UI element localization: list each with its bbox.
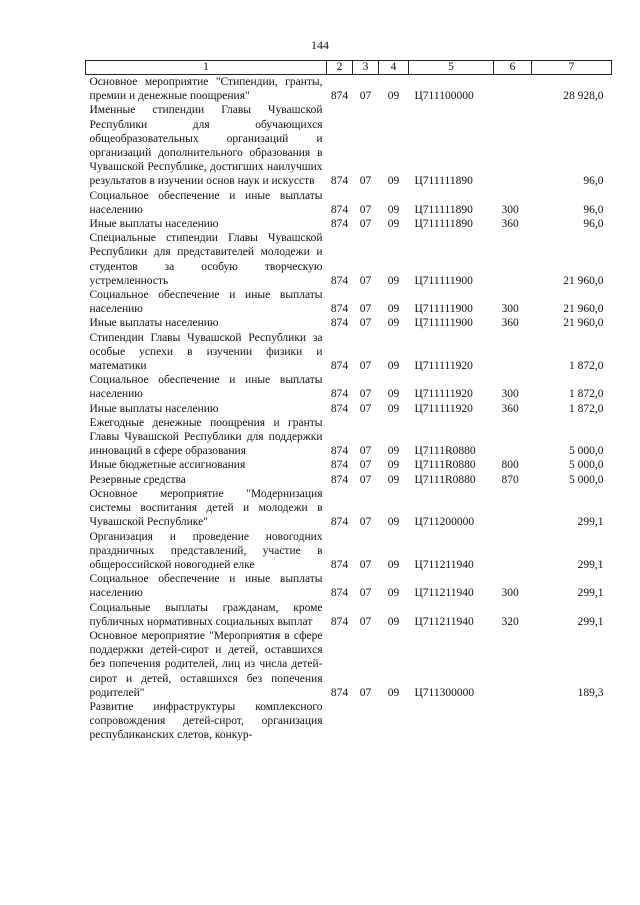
row-expense-type bbox=[494, 487, 532, 530]
row-amount: 299,1 bbox=[577, 516, 604, 529]
header-col-6: 6 bbox=[494, 61, 532, 75]
row-target-article: Ц711111900 bbox=[414, 274, 473, 287]
row-subsection bbox=[379, 700, 409, 743]
table-row bbox=[86, 217, 612, 231]
row-grbs: 874 bbox=[330, 175, 349, 188]
row-subsection: 09 bbox=[387, 402, 400, 415]
row-target-article: Ц711111900 bbox=[414, 317, 473, 330]
row-grbs: 874 bbox=[330, 587, 349, 600]
row-name: Иные выплаты населению bbox=[89, 218, 219, 231]
row-expense-type: 870 bbox=[501, 473, 519, 486]
row-grbs: 874 bbox=[330, 473, 349, 486]
row-name: Иные бюджетные ассигнования bbox=[89, 459, 246, 472]
row-expense-type: 320 bbox=[501, 615, 519, 628]
row-section: 07 bbox=[359, 90, 372, 103]
row-subsection: 09 bbox=[387, 459, 400, 472]
row-expense-type: 800 bbox=[501, 459, 519, 472]
row-expense-type bbox=[494, 416, 532, 459]
table-row bbox=[86, 487, 612, 530]
table-row bbox=[86, 189, 612, 217]
row-section: 07 bbox=[359, 303, 372, 316]
row-amount: 299,1 bbox=[577, 615, 604, 628]
row-subsection: 09 bbox=[387, 317, 400, 330]
row-target-article: Ц711111890 bbox=[414, 203, 473, 216]
row-target-article: Ц711100000 bbox=[414, 90, 474, 103]
row-expense-type: 300 bbox=[501, 303, 519, 316]
header-col-4: 4 bbox=[379, 61, 409, 75]
row-amount: 96,0 bbox=[583, 218, 604, 231]
row-name: Основное мероприятие "Модернизация системы воспитания детей и молодежи в Чувашской Республике" bbox=[89, 487, 323, 529]
header-col-7: 7 bbox=[532, 61, 612, 75]
row-target-article: Ц711111920 bbox=[414, 360, 473, 373]
header-row bbox=[86, 61, 612, 75]
row-subsection: 09 bbox=[387, 303, 400, 316]
table-row bbox=[86, 316, 612, 330]
row-section: 07 bbox=[359, 360, 372, 373]
page-number: 144 bbox=[311, 38, 329, 52]
row-grbs: 874 bbox=[330, 218, 349, 231]
row-section: 07 bbox=[359, 558, 372, 571]
row-subsection: 09 bbox=[387, 445, 400, 458]
row-subsection: 09 bbox=[387, 175, 400, 188]
row-section: 07 bbox=[359, 587, 372, 600]
row-subsection: 09 bbox=[387, 473, 400, 486]
row-target-article bbox=[409, 700, 494, 743]
row-grbs: 874 bbox=[330, 459, 349, 472]
table-row bbox=[86, 402, 612, 416]
row-target-article: Ц711211940 bbox=[414, 615, 474, 628]
row-target-article: Ц711111890 bbox=[414, 218, 473, 231]
row-subsection: 09 bbox=[387, 274, 400, 287]
row-subsection: 09 bbox=[387, 218, 400, 231]
table-row bbox=[86, 416, 612, 459]
row-name: Иные выплаты населению bbox=[89, 317, 219, 330]
table-row bbox=[86, 103, 612, 188]
table-row bbox=[86, 231, 612, 288]
row-grbs bbox=[327, 700, 353, 743]
header-col-5: 5 bbox=[409, 61, 494, 75]
row-amount: 1 872,0 bbox=[569, 360, 604, 373]
row-expense-type bbox=[494, 103, 532, 188]
table-row bbox=[86, 458, 612, 472]
row-grbs: 874 bbox=[330, 558, 349, 571]
row-name: Именные стипендии Главы Чувашской Республики для обучающихся общеобразовательных организаций и организаций дополнительного образования в Чувашской Республике, достигших наилучших результатов в изучении основ наук и искусств bbox=[89, 104, 323, 188]
row-expense-type bbox=[494, 75, 532, 104]
row-amount bbox=[532, 700, 612, 743]
row-name: Социальное обеспечение и иные выплаты населению bbox=[89, 573, 323, 600]
row-subsection: 09 bbox=[387, 615, 400, 628]
row-amount: 5 000,0 bbox=[569, 445, 604, 458]
row-expense-type bbox=[494, 231, 532, 288]
header-col-2: 2 bbox=[327, 61, 353, 75]
row-expense-type bbox=[494, 700, 532, 743]
row-amount: 96,0 bbox=[583, 175, 604, 188]
table-row bbox=[86, 373, 612, 401]
table-row bbox=[86, 288, 612, 316]
row-grbs: 874 bbox=[330, 686, 349, 699]
row-subsection: 09 bbox=[387, 360, 400, 373]
row-section bbox=[353, 700, 379, 743]
table-row bbox=[86, 629, 612, 700]
row-name: Социальное обеспечение и иные выплаты населению bbox=[89, 189, 323, 216]
row-expense-type: 300 bbox=[501, 203, 519, 216]
row-target-article: Ц711211940 bbox=[414, 587, 474, 600]
row-target-article: Ц711300000 bbox=[414, 686, 475, 699]
row-name: Стипендии Главы Чувашской Республики за особые успехи в изучении физики и математики bbox=[89, 331, 323, 373]
row-section: 07 bbox=[359, 203, 372, 216]
row-amount: 21 960,0 bbox=[563, 274, 604, 287]
row-name: Ежегодные денежные поощрения и гранты Главы Чувашской Республики для поддержки инноваций в сфере образования bbox=[89, 416, 323, 458]
row-expense-type: 300 bbox=[501, 587, 519, 600]
row-section: 07 bbox=[359, 445, 372, 458]
row-grbs: 874 bbox=[330, 388, 349, 401]
header-col-1: 1 bbox=[86, 61, 327, 75]
row-grbs: 874 bbox=[330, 274, 349, 287]
row-amount: 1 872,0 bbox=[569, 402, 604, 415]
row-name: Специальные стипендии Главы Чувашской Республики для представителей молодежи и студентов за особую творческую устремленность bbox=[89, 232, 323, 287]
row-amount: 5 000,0 bbox=[569, 473, 604, 486]
row-amount: 299,1 bbox=[577, 558, 604, 571]
row-amount: 5 000,0 bbox=[569, 459, 604, 472]
row-target-article: Ц7111R0880 bbox=[414, 459, 476, 472]
row-name: Основное мероприятие "Мероприятия в сфере поддержки детей-сирот и детей, оставшихся без попечения родителей, лиц из числа детей-сирот и детей, оставшихся без попечения родителей" bbox=[89, 629, 323, 699]
row-amount: 28 928,0 bbox=[563, 90, 604, 103]
row-amount: 21 960,0 bbox=[563, 303, 604, 316]
row-expense-type: 360 bbox=[501, 402, 519, 415]
row-section: 07 bbox=[359, 175, 372, 188]
row-target-article: Ц711211940 bbox=[414, 558, 474, 571]
row-target-article: Ц711111890 bbox=[414, 175, 473, 188]
row-grbs: 874 bbox=[330, 203, 349, 216]
row-name: Основное мероприятие "Стипендии, гранты, премии и денежные поощрения" bbox=[89, 76, 323, 103]
row-subsection: 09 bbox=[387, 388, 400, 401]
row-section: 07 bbox=[359, 402, 372, 415]
table-header bbox=[86, 61, 612, 75]
row-section: 07 bbox=[359, 686, 372, 699]
row-subsection: 09 bbox=[387, 516, 400, 529]
row-section: 07 bbox=[359, 615, 372, 628]
row-target-article: Ц711111920 bbox=[414, 388, 473, 401]
row-section: 07 bbox=[359, 459, 372, 472]
row-subsection: 09 bbox=[387, 587, 400, 600]
row-grbs: 874 bbox=[330, 317, 349, 330]
table-row bbox=[86, 700, 612, 743]
row-section: 07 bbox=[359, 473, 372, 486]
row-subsection: 09 bbox=[387, 203, 400, 216]
table-row bbox=[86, 75, 612, 104]
row-target-article: Ц711111920 bbox=[414, 402, 473, 415]
row-expense-type: 300 bbox=[501, 388, 519, 401]
row-section: 07 bbox=[359, 218, 372, 231]
row-target-article: Ц7111R0880 bbox=[414, 473, 476, 486]
row-amount: 1 872,0 bbox=[569, 388, 604, 401]
row-target-article: Ц7111R0880 bbox=[414, 445, 476, 458]
row-target-article: Ц711200000 bbox=[414, 516, 475, 529]
row-name: Развитие инфраструктуры комплексного сопровождения детей-сирот, организация республиканских слетов, конкур- bbox=[89, 700, 323, 742]
header-col-3: 3 bbox=[353, 61, 379, 75]
row-name: Иные выплаты населению bbox=[89, 402, 219, 415]
table-body bbox=[86, 75, 612, 743]
row-grbs: 874 bbox=[330, 402, 349, 415]
table-row bbox=[86, 331, 612, 374]
row-name: Социальные выплаты гражданам, кроме публичных нормативных социальных выплат bbox=[89, 601, 323, 628]
row-grbs: 874 bbox=[330, 360, 349, 373]
row-grbs: 874 bbox=[330, 90, 349, 103]
row-amount: 96,0 bbox=[583, 203, 604, 216]
row-expense-type: 360 bbox=[501, 218, 519, 231]
row-expense-type: 360 bbox=[501, 317, 519, 330]
table-row bbox=[86, 530, 612, 573]
row-name: Социальное обеспечение и иные выплаты населению bbox=[89, 289, 323, 316]
row-expense-type bbox=[494, 629, 532, 700]
row-subsection: 09 bbox=[387, 686, 400, 699]
row-section: 07 bbox=[359, 274, 372, 287]
row-name: Социальное обеспечение и иные выплаты населению bbox=[89, 374, 323, 401]
row-subsection: 09 bbox=[387, 558, 400, 571]
table-row bbox=[86, 473, 612, 487]
row-section: 07 bbox=[359, 317, 372, 330]
row-grbs: 874 bbox=[330, 516, 349, 529]
row-grbs: 874 bbox=[330, 445, 349, 458]
row-target-article: Ц711111900 bbox=[414, 303, 473, 316]
row-amount: 21 960,0 bbox=[563, 317, 604, 330]
table-row bbox=[86, 601, 612, 629]
row-grbs: 874 bbox=[330, 615, 349, 628]
row-expense-type bbox=[494, 331, 532, 374]
row-section: 07 bbox=[359, 388, 372, 401]
row-name: Организация и проведение новогодних праздничных представлений, участие в общероссийской новогодней елке bbox=[89, 530, 323, 571]
row-subsection: 09 bbox=[387, 90, 400, 103]
row-expense-type bbox=[494, 530, 532, 573]
row-amount: 299,1 bbox=[577, 587, 604, 600]
table-row bbox=[86, 572, 612, 600]
row-grbs: 874 bbox=[330, 303, 349, 316]
row-amount: 189,3 bbox=[577, 686, 604, 699]
row-section: 07 bbox=[359, 516, 372, 529]
budget-table bbox=[85, 60, 612, 743]
row-name: Резервные средства bbox=[89, 473, 186, 486]
